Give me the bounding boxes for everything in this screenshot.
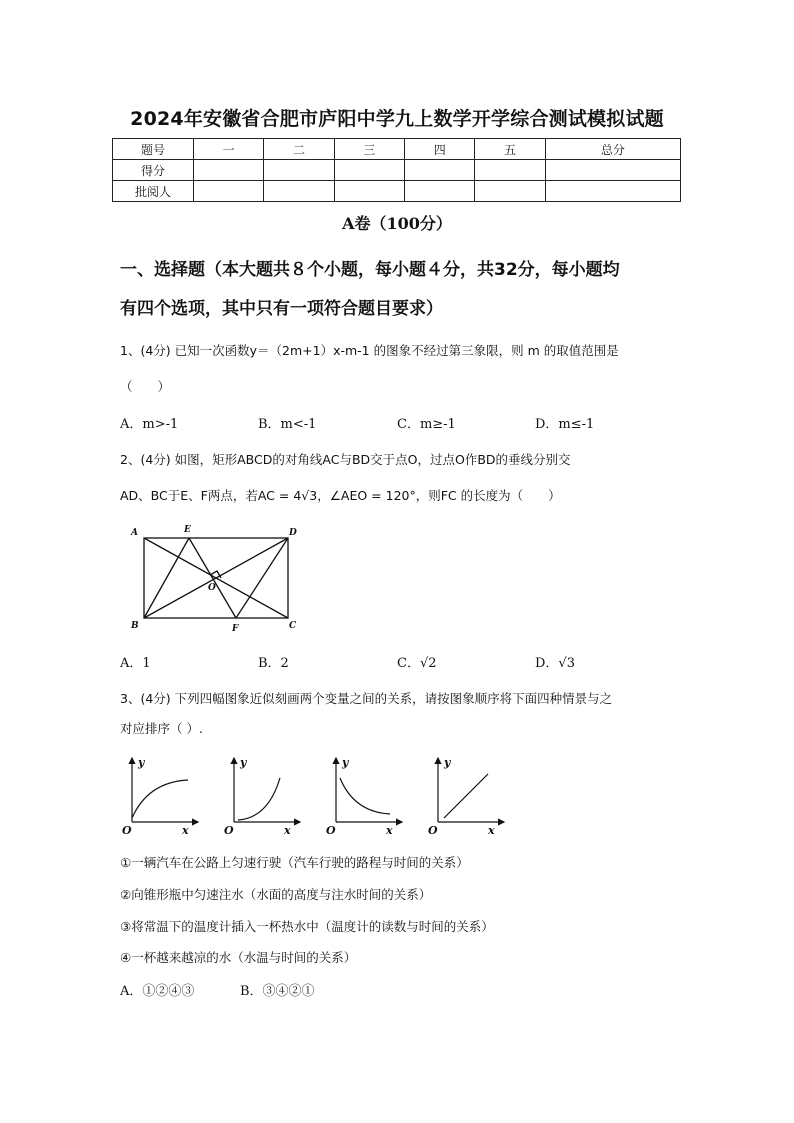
- four-graphs-figure: [118, 752, 512, 838]
- graph3-origin: O: [326, 824, 336, 837]
- table-cell: [545, 181, 680, 202]
- table-cell: 得分: [113, 160, 194, 181]
- graph1-x-label: x: [182, 824, 189, 837]
- graph4-y-label: y: [444, 756, 451, 769]
- part1-heading-line2: 有四个选项，其中只有一项符合题目要求）: [120, 299, 443, 319]
- table-cell: [264, 181, 334, 202]
- q1-stem: 1、(4分) 已知一次函数y＝（2m+1）x-m-1 的图象不经过第三象限，则 m 的取值范围是: [120, 343, 619, 358]
- table-cell: [475, 181, 545, 202]
- table-cell: 题号: [113, 139, 194, 160]
- table-cell: 三: [334, 139, 404, 160]
- label-e: E: [184, 525, 191, 535]
- table-cell: 总分: [545, 139, 680, 160]
- score-table: [112, 138, 681, 202]
- table-cell: [194, 181, 264, 202]
- table-cell: [334, 181, 404, 202]
- table-cell: [405, 160, 475, 181]
- exam-title: 2024年安徽省合肥市庐阳中学九上数学开学综合测试模拟试题: [130, 108, 664, 130]
- q2-stem-line1: 2、(4分) 如图，矩形ABCD的对角线AC与BD交于点O，过点O作BD的垂线分别交: [120, 452, 571, 467]
- table-cell: 五: [475, 139, 545, 160]
- table-cell: 批阅人: [113, 181, 194, 202]
- label-b: B: [131, 621, 139, 631]
- q3-option-b: B．③④②①: [240, 984, 315, 999]
- table-cell: [194, 160, 264, 181]
- score-table-header-row: [113, 139, 681, 160]
- q3-situation-4: ④一杯越来越凉的水（水温与时间的关系）: [120, 950, 357, 965]
- q3-stem-line1: 3、(4分) 下列四幅图象近似刻画两个变量之间的关系，请按图象顺序将下面四种情景与之: [120, 691, 613, 706]
- table-cell: [264, 160, 334, 181]
- table-cell: [405, 181, 475, 202]
- graph3-curve: [340, 778, 390, 814]
- graph4-origin: O: [428, 824, 438, 837]
- q1-option-c: C．m≥-1: [397, 417, 456, 432]
- q3-option-a: A．①②④③: [120, 984, 195, 999]
- graph3-y-label: y: [342, 756, 349, 769]
- section-a-heading: A卷（100分）: [342, 214, 452, 233]
- q2-option-b: B．2: [258, 656, 289, 671]
- graph2-curve: [238, 778, 280, 820]
- part1-heading-line1: 一、选择题（本大题共８个小题，每小题４分，共32分，每小题均: [120, 260, 620, 280]
- graph1-y-label: y: [138, 756, 145, 769]
- label-o: O: [208, 583, 216, 593]
- table-cell: 四: [405, 139, 475, 160]
- label-f: F: [232, 624, 239, 634]
- label-c: C: [289, 621, 297, 631]
- graph1-origin: O: [122, 824, 132, 837]
- graph4-x-label: x: [488, 824, 495, 837]
- q1-option-d: D．m≤-1: [535, 417, 595, 432]
- q1-option-a: A．m>-1: [120, 417, 179, 432]
- q1-option-b: B．m<-1: [258, 417, 317, 432]
- q3-situation-3: ③将常温下的温度计插入一杯热水中（温度计的读数与时间的关系）: [120, 919, 494, 934]
- label-d: D: [289, 528, 297, 538]
- graph4-line: [444, 774, 488, 818]
- q3-stem-line2: 对应排序（ ）.: [120, 721, 203, 736]
- graph2-y-label: y: [240, 756, 247, 769]
- q3-situation-1: ①一辆汽车在公路上匀速行驶（汽车行驶的路程与时间的关系）: [120, 855, 469, 870]
- segment-ef: [189, 538, 236, 618]
- graph2-origin: O: [224, 824, 234, 837]
- table-cell: [334, 160, 404, 181]
- segment-fd: [236, 538, 288, 618]
- table-cell: [545, 160, 680, 181]
- table-cell: 一: [194, 139, 264, 160]
- score-table-row: [113, 181, 681, 202]
- score-table-row: [113, 160, 681, 181]
- graph3-x-label: x: [386, 824, 393, 837]
- rectangle-figure: [126, 522, 302, 634]
- graph1-curve: [132, 780, 188, 818]
- table-cell: 二: [264, 139, 334, 160]
- q1-blank: （ ）: [120, 379, 171, 394]
- q2-stem-line2: AD、BC于E、F两点，若AC = 4√3，∠AEO = 120°，则FC 的长度为（ ）: [120, 488, 561, 503]
- table-cell: [475, 160, 545, 181]
- q2-option-d: D．√3: [535, 656, 575, 671]
- q2-option-c: C．√2: [397, 656, 437, 671]
- q3-situation-2: ②向锥形瓶中匀速注水（水面的高度与注水时间的关系）: [120, 887, 432, 902]
- label-a: A: [131, 528, 138, 538]
- graph2-x-label: x: [284, 824, 291, 837]
- q2-option-a: A．1: [120, 656, 151, 671]
